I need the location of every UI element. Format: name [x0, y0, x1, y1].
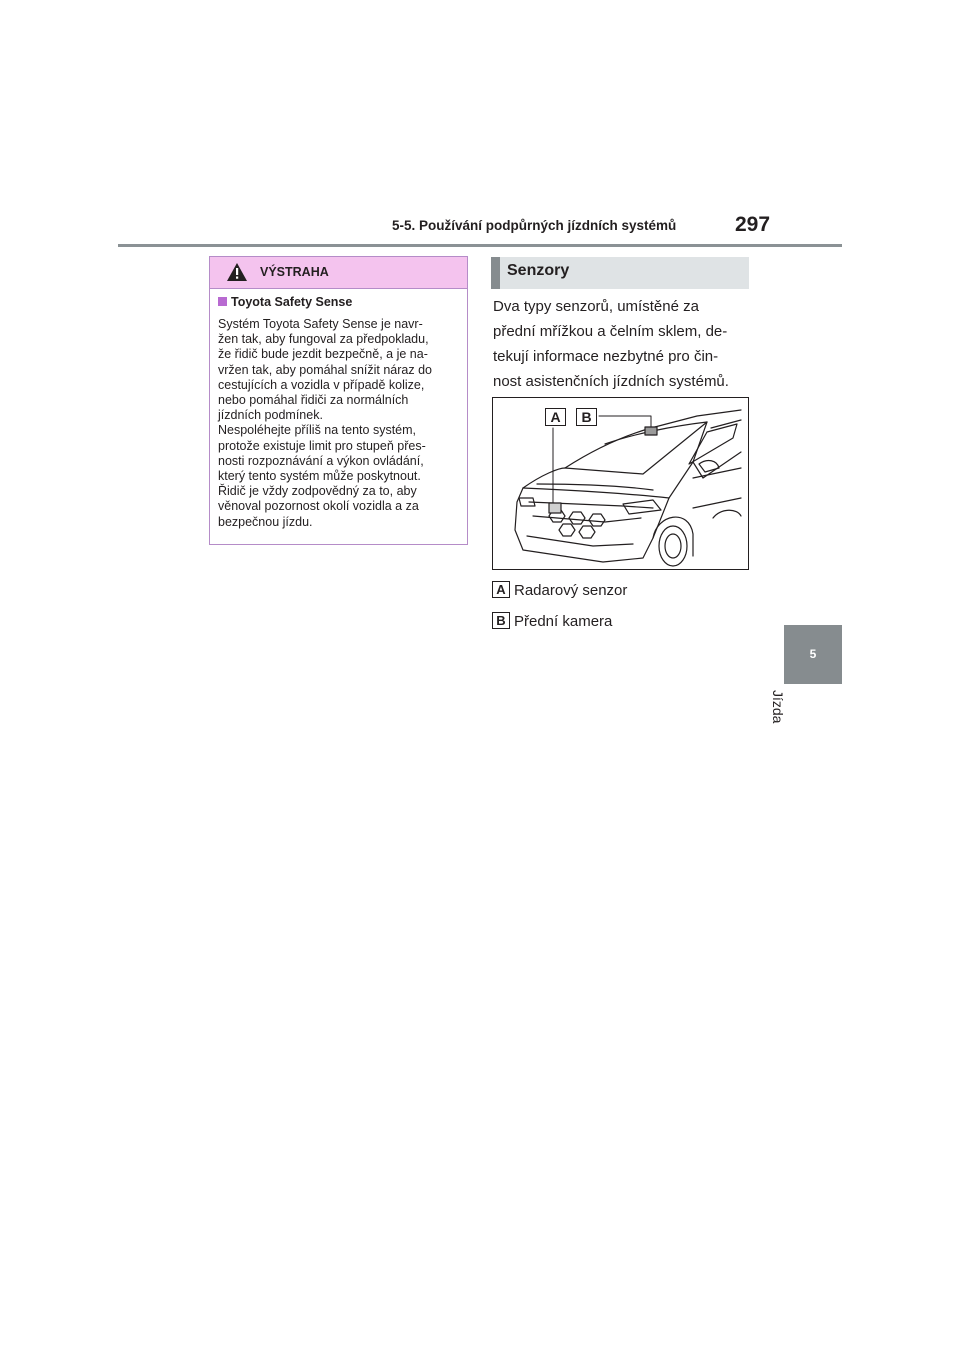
- section-heading-text: Senzory: [507, 262, 570, 279]
- warning-subheading: [218, 295, 459, 310]
- warning-subheading-text: Toyota Safety Sense: [231, 295, 353, 309]
- legend-key-a: A: [492, 581, 510, 598]
- section-title: 5-5. Používání podpůrných jízdních systémů: [392, 218, 677, 233]
- legend-key-b: B: [492, 612, 510, 629]
- warning-header: [210, 257, 467, 289]
- legend-label-camera: Přední kamera: [514, 613, 613, 630]
- vehicle-drawing: [493, 398, 749, 570]
- page-number: 297: [735, 213, 771, 236]
- intro-paragraph: Dva typy senzorů, umístěné za přední mřížkou a čelním sklem, de- tekují informace nezbytné pro čin- nost asistenčních jízdních systémů.: [493, 298, 729, 390]
- legend-label-radar: Radarový senzor: [514, 582, 628, 599]
- vehicle-illustration: [492, 397, 749, 570]
- warning-title: VÝSTRAHA: [260, 265, 329, 279]
- callout-a: A: [545, 408, 566, 426]
- header-divider: [118, 244, 842, 247]
- legend-item-radar: [492, 581, 627, 599]
- callout-b: B: [576, 408, 597, 426]
- warning-box: [209, 256, 468, 545]
- chapter-number: 5: [809, 647, 817, 661]
- legend-item-camera: [492, 612, 612, 630]
- chapter-label: [770, 690, 808, 740]
- square-bullet-icon: [218, 297, 227, 306]
- chapter-tab: [784, 625, 842, 684]
- chapter-label-text: Jízda: [770, 690, 786, 724]
- warning-triangle-icon: [226, 262, 248, 282]
- warning-body: Systém Toyota Safety Sense je navr- žen tak, aby fungoval za předpokladu, že řidič bude jezdit bezpečně, a je na- vržen tak, aby pomáhal snížit náraz do cestujících a vozidla v případě kolize, nebo pomáhal řidiči za normálních jízdních podmínek. Nespoléhejte příliš na tento systém, protože existuje limit pro stupeň přes- nosti rozpoznávání a výkon ovládání, který tento systém může poskytnout. Řidič je vždy zodpovědný za to, aby věnoval pozornost okolí vozidla a za bezpečnou jízdu.: [218, 317, 433, 529]
- section-heading: [491, 257, 749, 289]
